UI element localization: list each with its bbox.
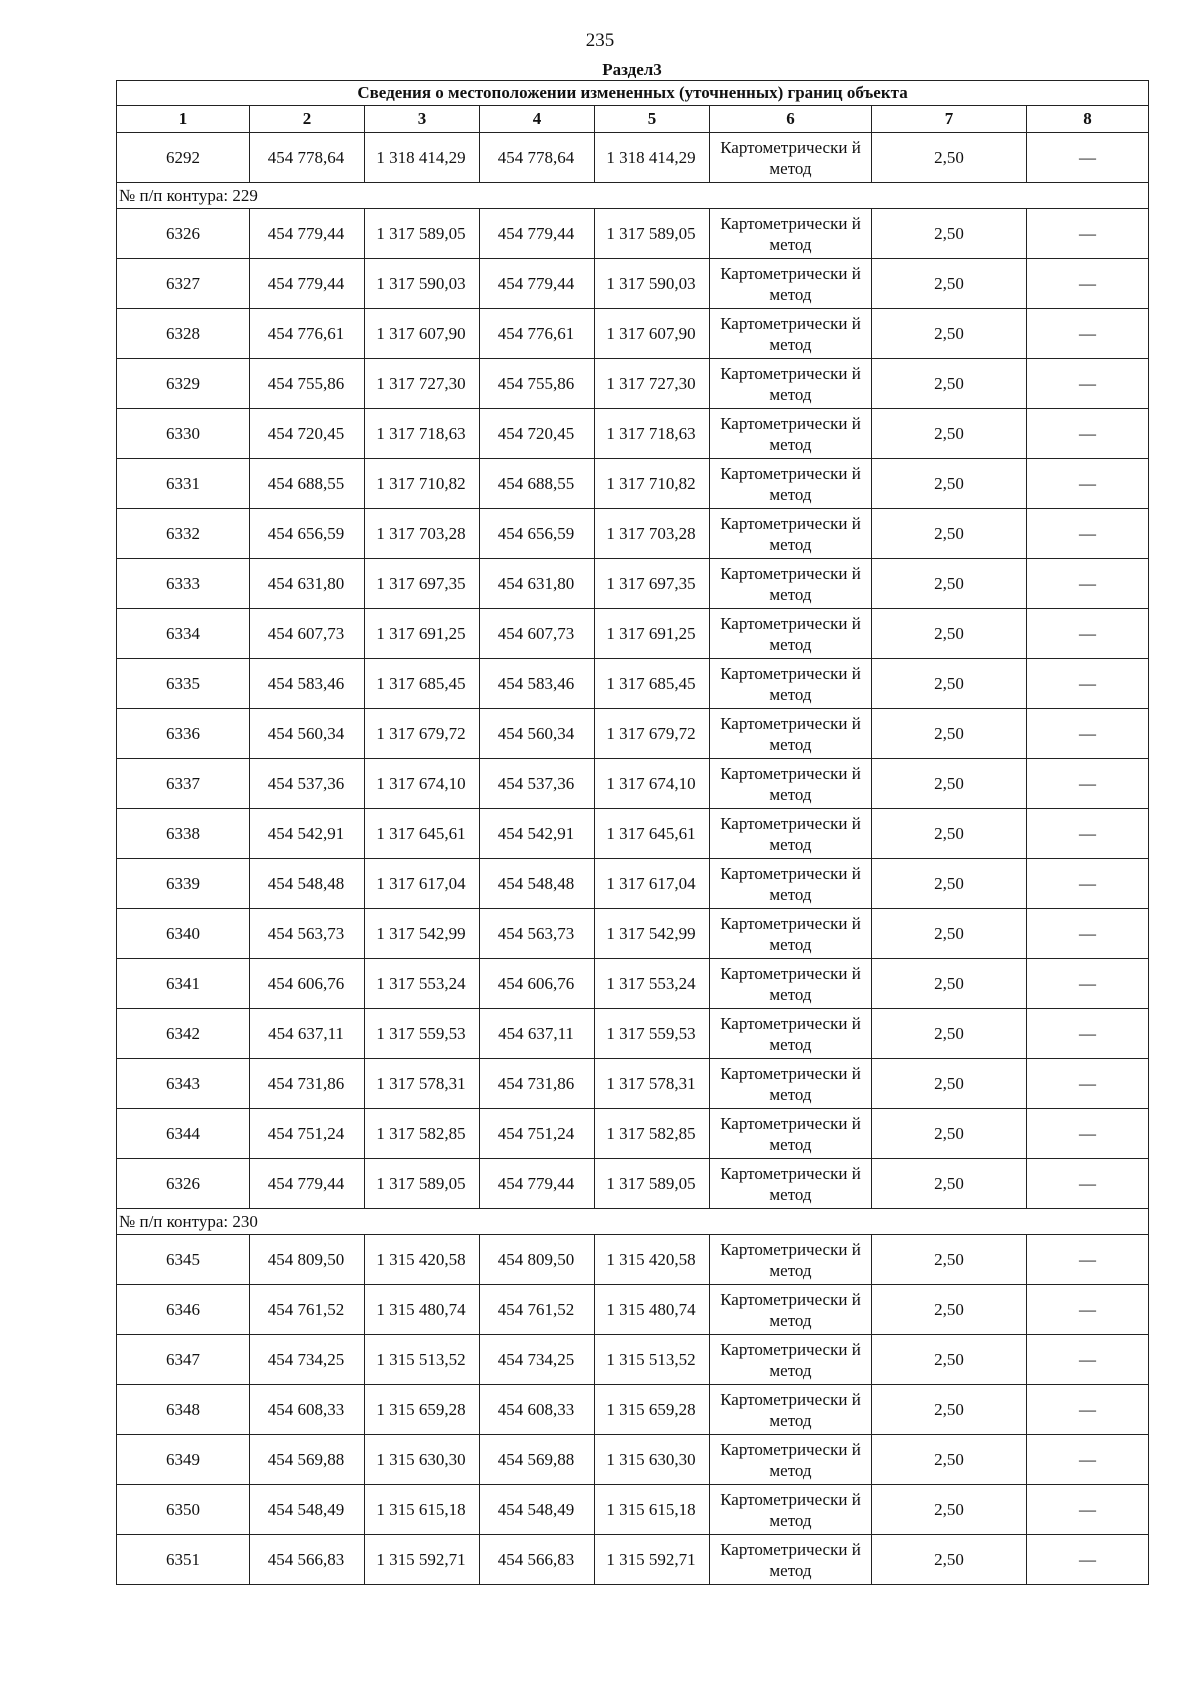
contour-label: № п/п контура: 229 <box>117 183 1149 209</box>
description-cell: — <box>1027 459 1149 509</box>
point-number-cell: 6336 <box>117 709 250 759</box>
x-refined-cell: 454 656,59 <box>480 509 595 559</box>
description-cell: — <box>1027 1059 1149 1109</box>
point-number-cell: 6332 <box>117 509 250 559</box>
table-body <box>117 133 1149 1585</box>
x-refined-cell: 454 734,25 <box>480 1335 595 1385</box>
table-row <box>117 609 1149 659</box>
accuracy-cell: 2,50 <box>872 209 1027 259</box>
point-number-cell: 6345 <box>117 1235 250 1285</box>
description-cell: — <box>1027 1485 1149 1535</box>
x-coordinate-cell: 454 607,73 <box>250 609 365 659</box>
y-refined-cell: 1 317 727,30 <box>595 359 710 409</box>
x-coordinate-cell: 454 569,88 <box>250 1435 365 1485</box>
table-row <box>117 1059 1149 1109</box>
boundary-table-container <box>116 60 1148 1585</box>
table-row <box>117 959 1149 1009</box>
point-number-cell: 6350 <box>117 1485 250 1535</box>
x-refined-cell: 454 608,33 <box>480 1385 595 1435</box>
method-cell: Картометрически й метод <box>710 1485 872 1535</box>
table-row <box>117 809 1149 859</box>
y-coordinate-cell: 1 317 590,03 <box>365 259 480 309</box>
x-refined-cell: 454 751,24 <box>480 1109 595 1159</box>
x-refined-cell: 454 720,45 <box>480 409 595 459</box>
description-cell: — <box>1027 1235 1149 1285</box>
x-refined-cell: 454 688,55 <box>480 459 595 509</box>
x-refined-cell: 454 560,34 <box>480 709 595 759</box>
y-refined-cell: 1 317 559,53 <box>595 1009 710 1059</box>
x-coordinate-cell: 454 776,61 <box>250 309 365 359</box>
method-cell: Картометрически й метод <box>710 1385 872 1435</box>
point-number-cell: 6292 <box>117 133 250 183</box>
column-number-6: 6 <box>710 106 872 133</box>
point-number-cell: 6343 <box>117 1059 250 1109</box>
description-cell: — <box>1027 359 1149 409</box>
y-refined-cell: 1 317 589,05 <box>595 1159 710 1209</box>
y-refined-cell: 1 317 710,82 <box>595 459 710 509</box>
x-refined-cell: 454 607,73 <box>480 609 595 659</box>
table-row <box>117 1385 1149 1435</box>
y-coordinate-cell: 1 315 592,71 <box>365 1535 480 1585</box>
method-cell: Картометрически й метод <box>710 1159 872 1209</box>
x-coordinate-cell: 454 537,36 <box>250 759 365 809</box>
x-coordinate-cell: 454 779,44 <box>250 259 365 309</box>
accuracy-cell: 2,50 <box>872 559 1027 609</box>
x-refined-cell: 454 563,73 <box>480 909 595 959</box>
y-refined-cell: 1 318 414,29 <box>595 133 710 183</box>
y-coordinate-cell: 1 315 480,74 <box>365 1285 480 1335</box>
description-cell: — <box>1027 659 1149 709</box>
column-number-5: 5 <box>595 106 710 133</box>
x-coordinate-cell: 454 779,44 <box>250 209 365 259</box>
boundary-coordinates-table <box>116 80 1149 1585</box>
method-cell: Картометрически й метод <box>710 809 872 859</box>
y-refined-cell: 1 317 691,25 <box>595 609 710 659</box>
x-refined-cell: 454 569,88 <box>480 1435 595 1485</box>
method-cell: Картометрически й метод <box>710 359 872 409</box>
point-number-cell: 6329 <box>117 359 250 409</box>
accuracy-cell: 2,50 <box>872 259 1027 309</box>
method-cell: Картометрически й метод <box>710 759 872 809</box>
x-coordinate-cell: 454 688,55 <box>250 459 365 509</box>
point-number-cell: 6328 <box>117 309 250 359</box>
table-row <box>117 1535 1149 1585</box>
accuracy-cell: 2,50 <box>872 133 1027 183</box>
y-refined-cell: 1 317 542,99 <box>595 909 710 959</box>
y-refined-cell: 1 315 615,18 <box>595 1485 710 1535</box>
table-row <box>117 1435 1149 1485</box>
y-coordinate-cell: 1 317 578,31 <box>365 1059 480 1109</box>
column-number-3: 3 <box>365 106 480 133</box>
table-row <box>117 759 1149 809</box>
table-row <box>117 1485 1149 1535</box>
point-number-cell: 6344 <box>117 1109 250 1159</box>
y-refined-cell: 1 315 659,28 <box>595 1385 710 1435</box>
point-number-cell: 6326 <box>117 209 250 259</box>
point-number-cell: 6327 <box>117 259 250 309</box>
column-number-2: 2 <box>250 106 365 133</box>
y-refined-cell: 1 317 718,63 <box>595 409 710 459</box>
y-coordinate-cell: 1 317 589,05 <box>365 1159 480 1209</box>
description-cell: — <box>1027 1009 1149 1059</box>
point-number-cell: 6342 <box>117 1009 250 1059</box>
y-refined-cell: 1 317 553,24 <box>595 959 710 1009</box>
table-row <box>117 133 1149 183</box>
description-cell: — <box>1027 559 1149 609</box>
method-cell: Картометрически й метод <box>710 1009 872 1059</box>
point-number-cell: 6347 <box>117 1335 250 1385</box>
section-title: Раздел3 <box>602 60 662 79</box>
point-number-cell: 6330 <box>117 409 250 459</box>
y-coordinate-cell: 1 317 559,53 <box>365 1009 480 1059</box>
x-refined-cell: 454 731,86 <box>480 1059 595 1109</box>
description-cell: — <box>1027 759 1149 809</box>
table-row <box>117 409 1149 459</box>
y-refined-cell: 1 315 592,71 <box>595 1535 710 1585</box>
y-coordinate-cell: 1 317 542,99 <box>365 909 480 959</box>
accuracy-cell: 2,50 <box>872 459 1027 509</box>
accuracy-cell: 2,50 <box>872 609 1027 659</box>
x-coordinate-cell: 454 583,46 <box>250 659 365 709</box>
table-row <box>117 559 1149 609</box>
x-coordinate-cell: 454 720,45 <box>250 409 365 459</box>
x-refined-cell: 454 606,76 <box>480 959 595 1009</box>
point-number-cell: 6338 <box>117 809 250 859</box>
description-cell: — <box>1027 509 1149 559</box>
x-refined-cell: 454 537,36 <box>480 759 595 809</box>
method-cell: Картометрически й метод <box>710 1109 872 1159</box>
x-coordinate-cell: 454 548,48 <box>250 859 365 909</box>
point-number-cell: 6334 <box>117 609 250 659</box>
method-cell: Картометрически й метод <box>710 1059 872 1109</box>
accuracy-cell: 2,50 <box>872 1435 1027 1485</box>
accuracy-cell: 2,50 <box>872 1235 1027 1285</box>
column-number-4: 4 <box>480 106 595 133</box>
table-row <box>117 259 1149 309</box>
description-cell: — <box>1027 1385 1149 1435</box>
table-row <box>117 859 1149 909</box>
description-cell: — <box>1027 1109 1149 1159</box>
point-number-cell: 6326 <box>117 1159 250 1209</box>
method-cell: Картометрически й метод <box>710 909 872 959</box>
accuracy-cell: 2,50 <box>872 1059 1027 1109</box>
x-refined-cell: 454 779,44 <box>480 1159 595 1209</box>
point-number-cell: 6346 <box>117 1285 250 1335</box>
x-refined-cell: 454 637,11 <box>480 1009 595 1059</box>
method-cell: Картометрически й метод <box>710 859 872 909</box>
x-coordinate-cell: 454 778,64 <box>250 133 365 183</box>
x-coordinate-cell: 454 734,25 <box>250 1335 365 1385</box>
accuracy-cell: 2,50 <box>872 859 1027 909</box>
x-coordinate-cell: 454 637,11 <box>250 1009 365 1059</box>
x-refined-cell: 454 761,52 <box>480 1285 595 1335</box>
method-cell: Картометрически й метод <box>710 559 872 609</box>
method-cell: Картометрически й метод <box>710 509 872 559</box>
method-cell: Картометрически й метод <box>710 1535 872 1585</box>
description-cell: — <box>1027 709 1149 759</box>
x-refined-cell: 454 631,80 <box>480 559 595 609</box>
x-refined-cell: 454 542,91 <box>480 809 595 859</box>
x-coordinate-cell: 454 809,50 <box>250 1235 365 1285</box>
x-refined-cell: 454 779,44 <box>480 209 595 259</box>
table-row <box>117 1335 1149 1385</box>
x-refined-cell: 454 548,48 <box>480 859 595 909</box>
point-number-cell: 6341 <box>117 959 250 1009</box>
y-coordinate-cell: 1 315 659,28 <box>365 1385 480 1435</box>
table-row <box>117 309 1149 359</box>
point-number-cell: 6337 <box>117 759 250 809</box>
y-refined-cell: 1 317 582,85 <box>595 1109 710 1159</box>
accuracy-cell: 2,50 <box>872 509 1027 559</box>
y-coordinate-cell: 1 317 617,04 <box>365 859 480 909</box>
description-cell: — <box>1027 209 1149 259</box>
method-cell: Картометрически й метод <box>710 1435 872 1485</box>
method-cell: Картометрически й метод <box>710 709 872 759</box>
accuracy-cell: 2,50 <box>872 1009 1027 1059</box>
description-cell: — <box>1027 809 1149 859</box>
y-coordinate-cell: 1 317 589,05 <box>365 209 480 259</box>
method-cell: Картометрически й метод <box>710 1285 872 1335</box>
method-cell: Картометрически й метод <box>710 409 872 459</box>
point-number-cell: 6349 <box>117 1435 250 1485</box>
column-number-1: 1 <box>117 106 250 133</box>
x-refined-cell: 454 778,64 <box>480 133 595 183</box>
table-row <box>117 1235 1149 1285</box>
y-coordinate-cell: 1 315 630,30 <box>365 1435 480 1485</box>
x-coordinate-cell: 454 779,44 <box>250 1159 365 1209</box>
description-cell: — <box>1027 309 1149 359</box>
y-refined-cell: 1 317 589,05 <box>595 209 710 259</box>
table-row <box>117 509 1149 559</box>
x-coordinate-cell: 454 731,86 <box>250 1059 365 1109</box>
table-title: Сведения о местоположении измененных (уточненных) границ объекта <box>117 81 1149 106</box>
y-refined-cell: 1 317 617,04 <box>595 859 710 909</box>
y-refined-cell: 1 315 480,74 <box>595 1285 710 1335</box>
method-cell: Картометрически й метод <box>710 309 872 359</box>
x-coordinate-cell: 454 656,59 <box>250 509 365 559</box>
method-cell: Картометрически й метод <box>710 133 872 183</box>
accuracy-cell: 2,50 <box>872 359 1027 409</box>
x-refined-cell: 454 583,46 <box>480 659 595 709</box>
y-coordinate-cell: 1 315 513,52 <box>365 1335 480 1385</box>
x-coordinate-cell: 454 608,33 <box>250 1385 365 1435</box>
point-number-cell: 6348 <box>117 1385 250 1435</box>
method-cell: Картометрически й метод <box>710 609 872 659</box>
y-refined-cell: 1 317 590,03 <box>595 259 710 309</box>
x-coordinate-cell: 454 751,24 <box>250 1109 365 1159</box>
accuracy-cell: 2,50 <box>872 309 1027 359</box>
table-row <box>117 1285 1149 1335</box>
method-cell: Картометрически й метод <box>710 209 872 259</box>
table-row <box>117 359 1149 409</box>
accuracy-cell: 2,50 <box>872 1109 1027 1159</box>
y-coordinate-cell: 1 317 727,30 <box>365 359 480 409</box>
x-coordinate-cell: 454 761,52 <box>250 1285 365 1335</box>
x-refined-cell: 454 755,86 <box>480 359 595 409</box>
y-refined-cell: 1 317 703,28 <box>595 509 710 559</box>
table-row <box>117 459 1149 509</box>
x-coordinate-cell: 454 563,73 <box>250 909 365 959</box>
method-cell: Картометрически й метод <box>710 259 872 309</box>
y-refined-cell: 1 317 607,90 <box>595 309 710 359</box>
y-coordinate-cell: 1 315 420,58 <box>365 1235 480 1285</box>
y-coordinate-cell: 1 317 710,82 <box>365 459 480 509</box>
accuracy-cell: 2,50 <box>872 809 1027 859</box>
accuracy-cell: 2,50 <box>872 709 1027 759</box>
y-coordinate-cell: 1 317 718,63 <box>365 409 480 459</box>
y-coordinate-cell: 1 317 703,28 <box>365 509 480 559</box>
page-number: 235 <box>585 30 615 51</box>
description-cell: — <box>1027 609 1149 659</box>
x-coordinate-cell: 454 606,76 <box>250 959 365 1009</box>
accuracy-cell: 2,50 <box>872 1385 1027 1435</box>
x-refined-cell: 454 779,44 <box>480 259 595 309</box>
table-row <box>117 209 1149 259</box>
x-coordinate-cell: 454 631,80 <box>250 559 365 609</box>
table-row <box>117 909 1149 959</box>
table-row <box>117 659 1149 709</box>
y-refined-cell: 1 317 674,10 <box>595 759 710 809</box>
accuracy-cell: 2,50 <box>872 659 1027 709</box>
contour-label: № п/п контура: 230 <box>117 1209 1149 1235</box>
x-coordinate-cell: 454 566,83 <box>250 1535 365 1585</box>
accuracy-cell: 2,50 <box>872 1535 1027 1585</box>
y-refined-cell: 1 317 645,61 <box>595 809 710 859</box>
y-coordinate-cell: 1 317 685,45 <box>365 659 480 709</box>
description-cell: — <box>1027 1285 1149 1335</box>
contour-row <box>117 1209 1149 1235</box>
accuracy-cell: 2,50 <box>872 1485 1027 1535</box>
x-refined-cell: 454 566,83 <box>480 1535 595 1585</box>
accuracy-cell: 2,50 <box>872 1285 1027 1335</box>
x-refined-cell: 454 809,50 <box>480 1235 595 1285</box>
description-cell: — <box>1027 1335 1149 1385</box>
y-coordinate-cell: 1 317 679,72 <box>365 709 480 759</box>
y-refined-cell: 1 317 679,72 <box>595 709 710 759</box>
y-coordinate-cell: 1 317 674,10 <box>365 759 480 809</box>
table-row <box>117 1159 1149 1209</box>
accuracy-cell: 2,50 <box>872 909 1027 959</box>
method-cell: Картометрически й метод <box>710 1235 872 1285</box>
y-coordinate-cell: 1 317 645,61 <box>365 809 480 859</box>
x-coordinate-cell: 454 542,91 <box>250 809 365 859</box>
point-number-cell: 6339 <box>117 859 250 909</box>
method-cell: Картометрически й метод <box>710 1335 872 1385</box>
column-number-8: 8 <box>1027 106 1149 133</box>
description-cell: — <box>1027 409 1149 459</box>
x-coordinate-cell: 454 548,49 <box>250 1485 365 1535</box>
x-refined-cell: 454 776,61 <box>480 309 595 359</box>
x-refined-cell: 454 548,49 <box>480 1485 595 1535</box>
point-number-cell: 6335 <box>117 659 250 709</box>
y-coordinate-cell: 1 315 615,18 <box>365 1485 480 1535</box>
accuracy-cell: 2,50 <box>872 1159 1027 1209</box>
description-cell: — <box>1027 909 1149 959</box>
description-cell: — <box>1027 133 1149 183</box>
y-refined-cell: 1 317 697,35 <box>595 559 710 609</box>
y-coordinate-cell: 1 318 414,29 <box>365 133 480 183</box>
y-coordinate-cell: 1 317 607,90 <box>365 309 480 359</box>
description-cell: — <box>1027 1159 1149 1209</box>
accuracy-cell: 2,50 <box>872 759 1027 809</box>
point-number-cell: 6331 <box>117 459 250 509</box>
y-refined-cell: 1 317 578,31 <box>595 1059 710 1109</box>
point-number-cell: 6333 <box>117 559 250 609</box>
y-coordinate-cell: 1 317 697,35 <box>365 559 480 609</box>
y-refined-cell: 1 315 513,52 <box>595 1335 710 1385</box>
contour-row <box>117 183 1149 209</box>
y-coordinate-cell: 1 317 582,85 <box>365 1109 480 1159</box>
method-cell: Картометрически й метод <box>710 659 872 709</box>
table-row <box>117 709 1149 759</box>
description-cell: — <box>1027 959 1149 1009</box>
method-cell: Картометрически й метод <box>710 459 872 509</box>
method-cell: Картометрически й метод <box>710 959 872 1009</box>
column-number-row <box>117 106 1149 133</box>
description-cell: — <box>1027 259 1149 309</box>
x-coordinate-cell: 454 560,34 <box>250 709 365 759</box>
column-number-7: 7 <box>872 106 1027 133</box>
description-cell: — <box>1027 1435 1149 1485</box>
accuracy-cell: 2,50 <box>872 1335 1027 1385</box>
accuracy-cell: 2,50 <box>872 409 1027 459</box>
table-row <box>117 1009 1149 1059</box>
y-coordinate-cell: 1 317 691,25 <box>365 609 480 659</box>
point-number-cell: 6351 <box>117 1535 250 1585</box>
accuracy-cell: 2,50 <box>872 959 1027 1009</box>
point-number-cell: 6340 <box>117 909 250 959</box>
y-refined-cell: 1 317 685,45 <box>595 659 710 709</box>
y-refined-cell: 1 315 630,30 <box>595 1435 710 1485</box>
y-refined-cell: 1 315 420,58 <box>595 1235 710 1285</box>
table-row <box>117 1109 1149 1159</box>
x-coordinate-cell: 454 755,86 <box>250 359 365 409</box>
description-cell: — <box>1027 1535 1149 1585</box>
y-coordinate-cell: 1 317 553,24 <box>365 959 480 1009</box>
description-cell: — <box>1027 859 1149 909</box>
